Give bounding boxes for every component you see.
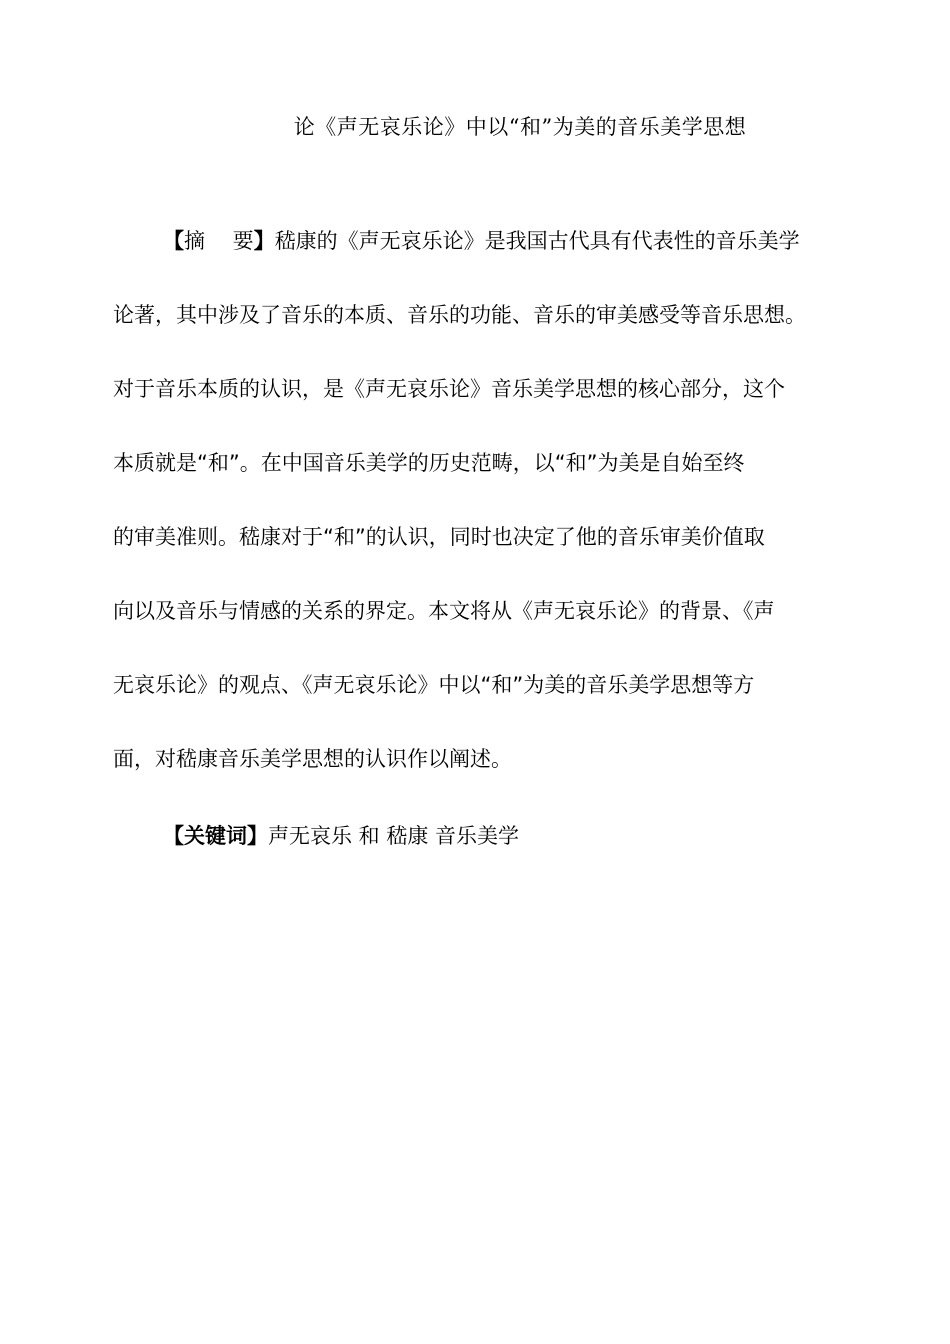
keywords-text: 声无哀乐 和 嵇康 音乐美学 bbox=[268, 824, 520, 848]
abstract-line-2: 论著，其中涉及了音乐的本质、音乐的功能、音乐的审美感受等音乐思想。 bbox=[113, 303, 806, 327]
abstract-line-8: 面，对嵇康音乐美学思想的认识作以阐述。 bbox=[113, 747, 512, 771]
abstract-label-close: 】 bbox=[253, 229, 275, 253]
keywords-section bbox=[163, 818, 519, 854]
abstract-line-3: 对于音乐本质的认识，是《声无哀乐论》音乐美学思想的核心部分，这个 bbox=[113, 377, 785, 401]
abstract-line-1 bbox=[113, 204, 843, 278]
abstract-label: 摘 要 bbox=[184, 229, 254, 253]
document-title: 论《声无哀乐论》中以“和”为美的音乐美学思想 bbox=[293, 115, 747, 139]
abstract-line-5: 的审美准则。嵇康对于“和”的认识，同时也决定了他的音乐审美价值取 bbox=[113, 525, 765, 549]
abstract-line-4: 本质就是“和”。在中国音乐美学的历史范畴，以“和”为美是自始至终 bbox=[113, 451, 745, 475]
abstract-line-6: 向以及音乐与情感的关系的界定。本文将从《声无哀乐论》的背景、《声 bbox=[113, 599, 775, 623]
abstract-section bbox=[113, 204, 843, 796]
keywords-label: 【关键词】 bbox=[163, 824, 268, 848]
abstract-text: 嵇康的《声无哀乐论》是我国古代具有代表性的音乐美学 bbox=[274, 229, 800, 253]
abstract-line-7: 无哀乐论》的观点、《声无哀乐论》中以“和”为美的音乐美学思想等方 bbox=[113, 673, 755, 697]
abstract-label-open: 【 bbox=[163, 229, 184, 253]
